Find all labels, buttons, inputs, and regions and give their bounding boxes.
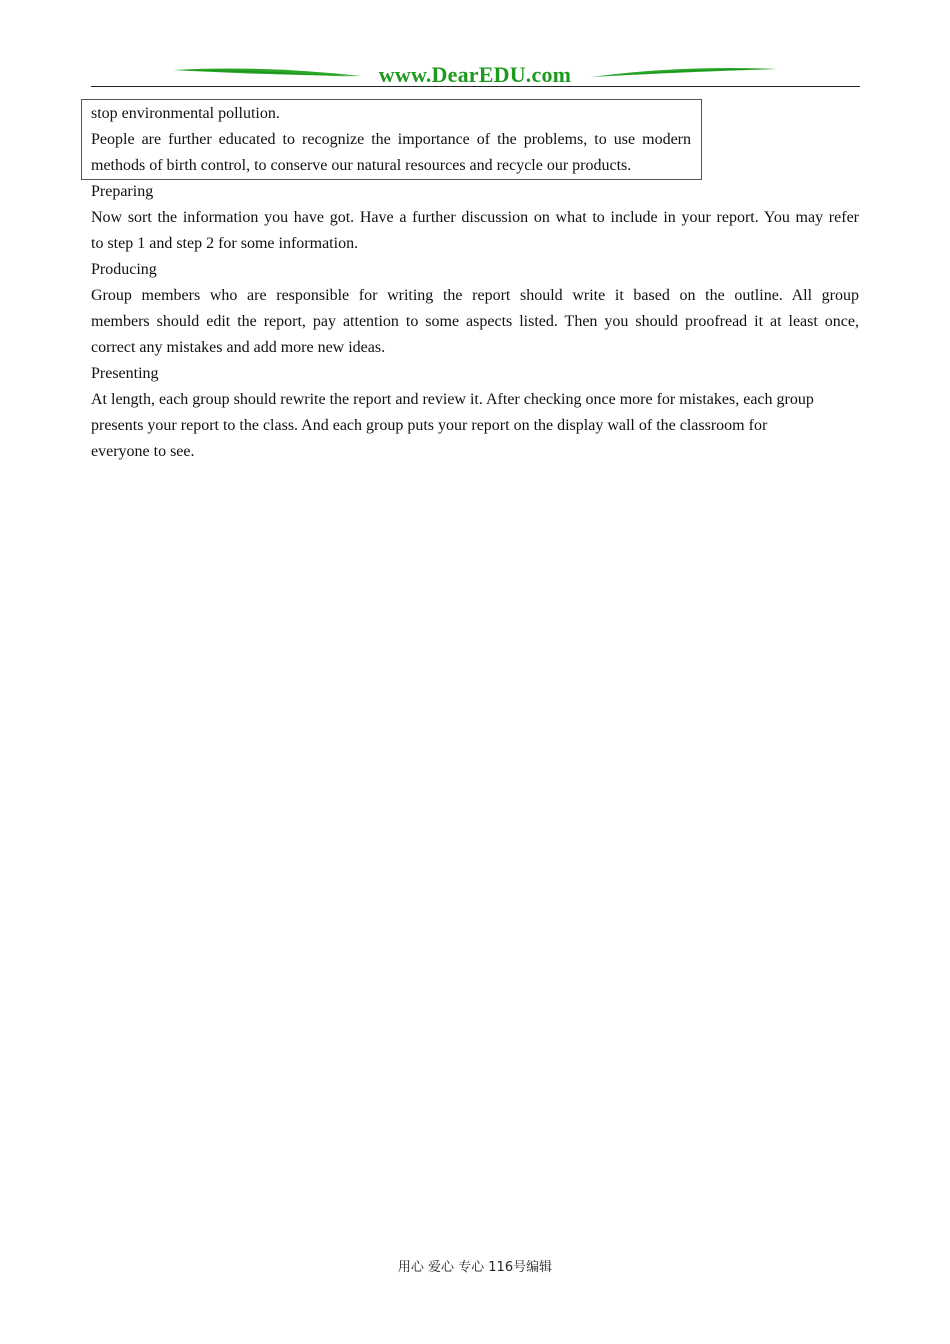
boxed-line: People are further educated to recognize the importance of the problems, to use modern: [91, 131, 691, 148]
paragraph-line: At length, each group should rewrite the report and review it. After checking once more for mistakes, each group: [91, 391, 814, 408]
paragraph-line: everyone to see.: [91, 443, 195, 460]
page-header: [91, 60, 860, 90]
paragraph-line: Now sort the information you have got. Have a further discussion on what to include in your report. You may refer: [91, 209, 859, 226]
boxed-text-block: [81, 99, 702, 180]
site-logo-text: www.DearEDU.com: [378, 62, 572, 87]
section-presenting: [91, 361, 859, 465]
page-footer: 用心 爱心 专心 116号编辑: [397, 1260, 553, 1275]
section-heading: Preparing: [91, 183, 154, 200]
section-preparing: [91, 179, 859, 257]
section-heading: Producing: [91, 261, 157, 278]
boxed-line: methods of birth control, to conserve our natural resources and recycle our products.: [91, 157, 632, 174]
main-content: [91, 179, 859, 465]
paragraph-line: correct any mistakes and add more new ideas.: [91, 339, 386, 356]
paragraph-line: members should edit the report, pay attention to some aspects listed. Then you should proofread it at least once,: [91, 313, 859, 330]
paragraph-line: Group members who are responsible for writing the report should write it based on the outline. All group: [91, 287, 859, 304]
header-rule: [91, 86, 860, 87]
paragraph-line: presents your report to the class. And each group puts your report on the display wall of the classroom for: [91, 417, 768, 434]
section-heading: Presenting: [91, 365, 159, 382]
section-producing: [91, 257, 859, 361]
paragraph-line: to step 1 and step 2 for some information.: [91, 235, 359, 252]
boxed-line: stop environmental pollution.: [91, 105, 280, 122]
